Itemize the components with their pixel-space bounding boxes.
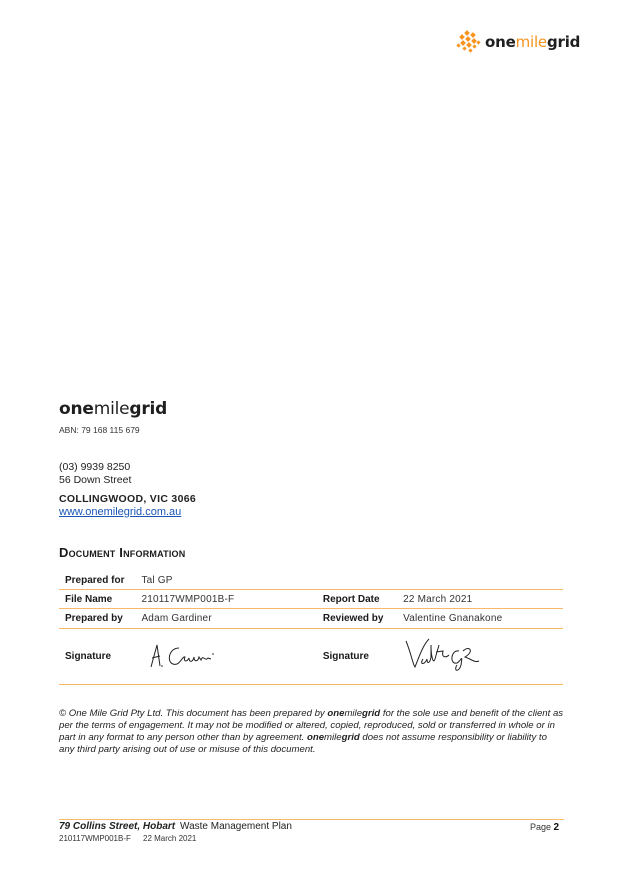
logo-wordmark: onemilegrid bbox=[485, 33, 581, 51]
report-date-label: Report Date bbox=[317, 590, 403, 609]
website-link[interactable]: www.onemilegrid.com.au bbox=[59, 506, 182, 518]
reviewed-by-value: Valentine Gnanakone bbox=[403, 609, 563, 629]
table-row bbox=[59, 609, 563, 629]
report-date-value: 22 March 2021 bbox=[403, 590, 563, 609]
city-address: COLLINGWOOD, VIC 3066 bbox=[59, 493, 196, 505]
phone-number: (03) 9939 8250 bbox=[59, 461, 131, 473]
copyright-disclaimer: © One Mile Grid Pty Ltd. This document has been prepared by onemilegrid for the sole use and benefit of the client as per the terms of engagement. It may not be modified or altered, copied, reproduced, sold or transferred in whole or in part in any format to any person other than by agreement. onemilegrid does not assume responsibility or liability to any third party arising out of use or misuse of this document. bbox=[59, 708, 564, 755]
signature-reviewed-by bbox=[403, 629, 563, 685]
reviewed-by-label: Reviewed by bbox=[317, 609, 403, 629]
page-number: Page 2 bbox=[530, 822, 560, 833]
table-row bbox=[59, 629, 563, 685]
footer-address: 79 Collins Street, Hobart bbox=[59, 821, 176, 832]
document-info-table bbox=[59, 572, 563, 685]
file-name-value: 210117WMP001B-F bbox=[141, 590, 316, 609]
brand-logo bbox=[456, 29, 580, 55]
abn-number: ABN: 79 168 115 679 bbox=[59, 425, 140, 435]
prepared-by-label: Prepared by bbox=[59, 609, 141, 629]
footer-file-code: 210117WMP001B-F bbox=[59, 834, 131, 843]
prepared-for-label: Prepared for bbox=[59, 572, 141, 590]
table-row bbox=[59, 590, 563, 609]
footer-report-title: Waste Management Plan bbox=[180, 821, 292, 832]
prepared-by-value: Adam Gardiner bbox=[141, 609, 316, 629]
signature-label-left: Signature bbox=[59, 629, 141, 685]
street-address: 56 Down Street bbox=[59, 474, 132, 486]
signature-prepared-by bbox=[141, 629, 316, 685]
handwritten-signature-left bbox=[141, 640, 221, 670]
table-row bbox=[59, 572, 563, 590]
signature-label-right: Signature bbox=[317, 629, 403, 685]
footer-date: 22 March 2021 bbox=[143, 834, 197, 843]
prepared-for-value: Tal GP bbox=[141, 572, 316, 590]
grid-logo-icon bbox=[456, 30, 482, 54]
file-name-label: File Name bbox=[59, 590, 141, 609]
footer-divider bbox=[59, 819, 564, 820]
document-information-heading: Document Information bbox=[59, 545, 186, 560]
company-name: onemilegrid bbox=[59, 399, 168, 419]
handwritten-signature-right bbox=[403, 635, 483, 675]
